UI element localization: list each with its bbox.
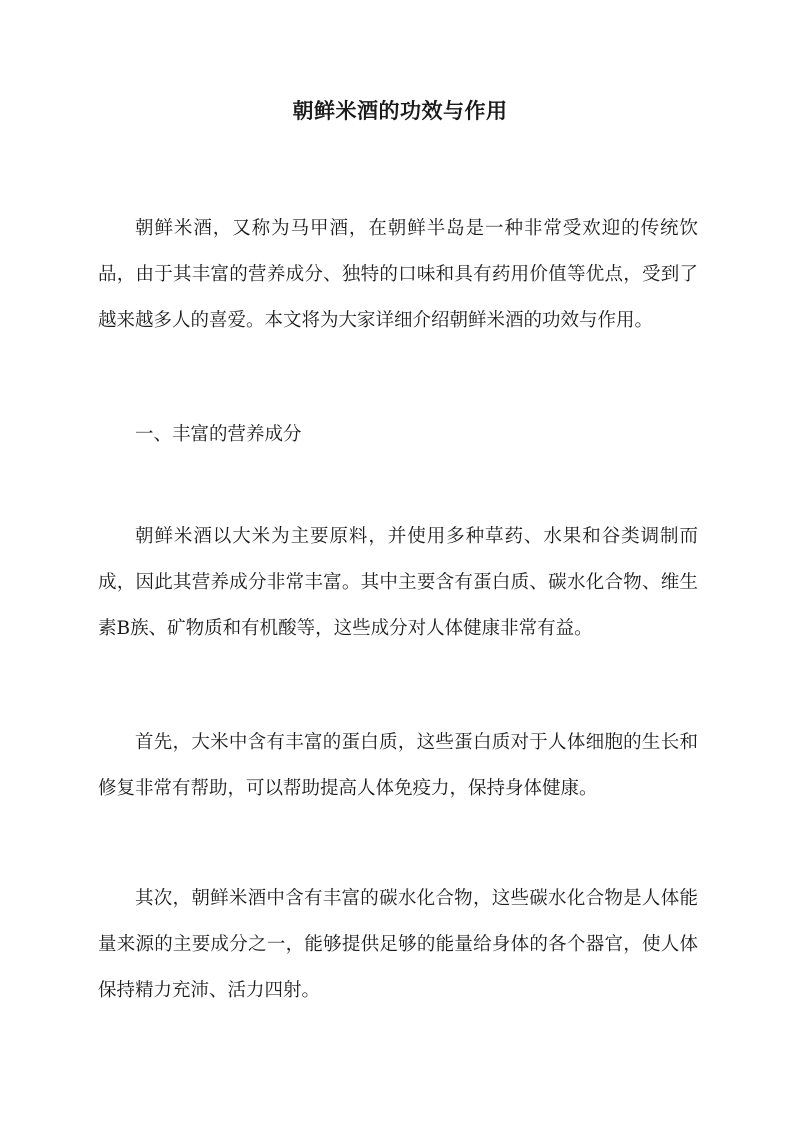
section-heading: 一、丰富的营养成分 (135, 424, 302, 445)
nutrition-paragraph: 朝鲜米酒以大米为主要原料，并使用多种草药、水果和谷类调制而成，因此其营养成分非常丰富。其中主要含有蛋白质、碳水化合物、维生素B族、矿物质和有机酸等，这些成分对人体健康非常有益。 (98, 526, 698, 639)
carbohydrate-paragraph: 其次，朝鲜米酒中含有丰富的碳水化合物，这些碳水化合物是人体能量来源的主要成分之一，能够提供足够的能量给身体的各个器官，使人体保持精力充沛、活力四射。 (98, 888, 698, 1001)
document-title: 朝鲜米酒的功效与作用 (292, 98, 508, 123)
protein-paragraph: 首先，大米中含有丰富的蛋白质，这些蛋白质对于人体细胞的生长和修复非常有帮助，可以帮助提高人体免疫力，保持身体健康。 (98, 732, 698, 799)
intro-paragraph: 朝鲜米酒，又称为马甲酒，在朝鲜半岛是一种非常受欢迎的传统饮品，由于其丰富的营养成分、独特的口味和具有药用价值等优点，受到了越来越多人的喜爱。本文将为大家详细介绍朝鲜米酒的功效与作用。 (98, 218, 698, 331)
